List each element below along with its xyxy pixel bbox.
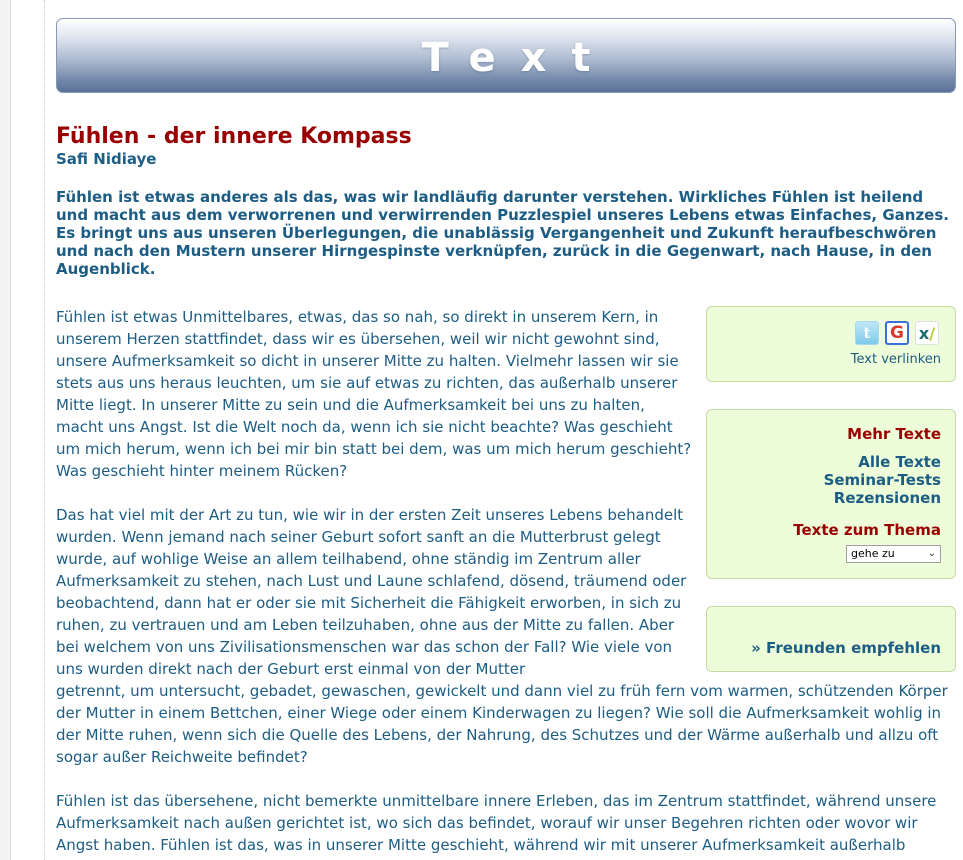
article-paragraph-1: Fühlen ist etwas Unmittelbares, etwas, das so nah, so direkt in unserem Kern, in unserem Herzen stattfindet, dass wir es übersehen, weil wir nicht gewohnt sind, unsere Aufmerksamkeit so dicht in unserer Mitte zu halten. Vielmehr lassen wir sie stets aus uns heraus leuchten, um sie auf etwas zu richten, das außerhalb unserer Mitte liegt. In unserer Mitte zu sein und die Aufmerksamkeit bei uns zu halten, macht uns Angst. Ist die Welt noch da, wenn ich sie nicht beachte? Was geschieht um mich herum, wenn ich bei mir bin statt bei dem, was um mich herum geschieht? Was geschieht hinter meinem Rücken? [56,308,692,480]
xing-icon[interactable]: x / [915,321,939,345]
article-title: Fühlen - der innere Kompass [56,124,412,149]
article-paragraph-3: Fühlen ist das übersehene, nicht bemerkte unmittelbare innere Erleben, das im Zentrum stattfindet, während unsere Aufmerksamkeit nach außen gerichtet ist, wo sich das befindet, worauf wir unser Begehren richten oder wovor wir Angst haben. Fühlen ist das, was in unserer Mitte geschieht, während wir mit unserer Aufmerksamkeit außerhalb [56,792,937,854]
left-gutter [0,0,11,860]
more-texts-heading: Mehr Texte [847,425,941,443]
page-banner [56,18,956,93]
seminar-tests-link[interactable]: Seminar-Tests [823,471,941,489]
more-texts-box [706,409,956,579]
share-icons [855,321,939,345]
article-paragraph-2-narrow: Das hat viel mit der Art zu tun, wie wir in der ersten Zeit unseres Lebens behandelt wurden. Wenn jemand nach seiner Geburt sofort sanft an die Mutterbrust gelegt wurde, auf wohlige Weise an allem teilhabend, ohne ständig im Zentrum aller Aufmerksamkeit zu stehen, nach Lust und Laune schlafend, dösend, träumend oder beobachtend, dann hat er oder sie mit Sicherheit die Fähigkeit erworben, in sich zu ruhen, zu vertrauen und am Leben teilzuhaben, ohne aus der Mitte zu fallen. Aber bei welchem von uns Zivilisationsmenschen war das schon der Fall? Wie viele von uns wurden direkt nach der Geburt erst einmal von der Mutter [56,506,687,678]
chevron-down-icon: ⌄ [927,548,936,559]
theme-texts-heading: Texte zum Thema [793,521,941,539]
recommend-to-friends-link[interactable]: » Freunden empfehlen [751,639,941,657]
link-text-button[interactable]: Text verlinken [850,352,941,367]
article-author: Safi Nidiaye [56,150,157,168]
theme-select[interactable] [846,545,941,563]
all-texts-link[interactable]: Alle Texte [858,453,941,471]
theme-select-value: gehe zu [851,547,895,560]
share-box [706,306,956,382]
google-icon[interactable]: G [885,321,909,345]
banner-title: Text [421,35,616,81]
reviews-link[interactable]: Rezensionen [833,489,941,507]
article-lead: Fühlen ist etwas anderes als das, was wir landläufig darunter verstehen. Wirkliches Fühlen ist heilend und macht aus dem verworrenen und verwirrenden Puzzlespiel unseres Lebens etwas Einfaches, Ganzes. Es bringt uns aus unseren Überlegungen, die unablässig Vergangenheit und Zukunft heraufbeschwören und nach den Mustern unserer Hirngespinste verknüpfen, zurück in die Gegenwart, nach Hause, in den Augenblick. [56,188,949,278]
recommend-box [706,606,956,672]
twitter-icon[interactable]: t [855,321,879,345]
article-paragraph-2-wide: getrennt, um untersucht, gebadet, gewaschen, gewickelt und dann viel zu früh fern vom warmen, schützenden Körper der Mutter in einem Bettchen, einer Wiege oder einem Kinderwagen zu liegen? Wie soll die Aufmerksamkeit wohlig in der Mitte ruhen, wenn sich die Quelle des Lebens, der Nahrung, des Schutzes und der Wärme außerhalb und allzu oft sogar außer Reichweite befindet? [56,682,948,766]
more-texts-links [824,453,941,507]
